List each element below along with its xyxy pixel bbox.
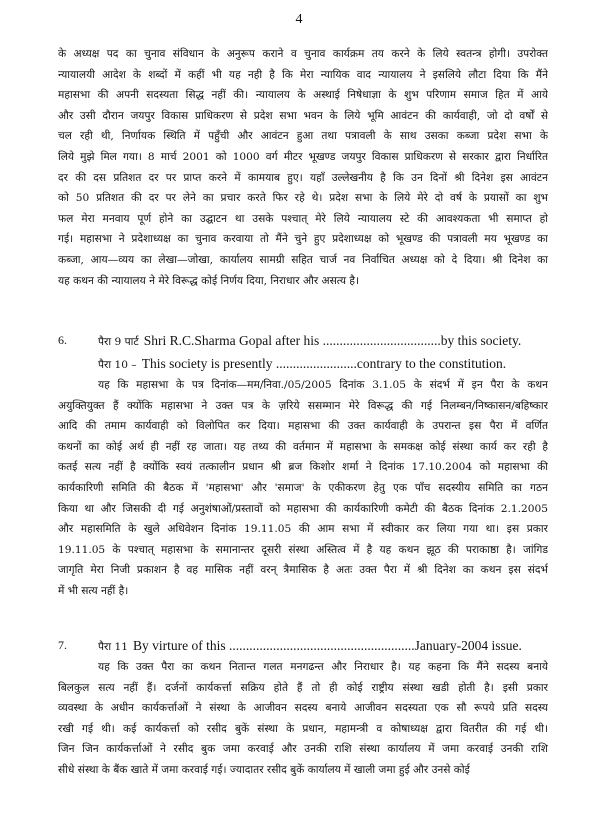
text-line: आदि की तमाम कार्यवाही को विलोपित कर दिया। महासभा की उक्त कार्यवाही के उपरान्त इस पैरा में वर्णित xyxy=(58,420,548,433)
text-line: कब्जा, आय—व्यय का लेखा—जोखा, कार्यालय सामग्री सहित चार्ज नव निर्वाचित अध्यक्ष को दे दिया। श्री दिनेश का xyxy=(58,253,548,266)
text-line: को 50 प्रतिशत की दर पर लेने का प्रचार करते फिर रहे थे। प्रदेश सभा के लिये मेरे दो वर्ष के प्रयासों का शुभ xyxy=(58,192,548,205)
item-7-heading-prefix: पैरा 11 xyxy=(98,641,128,653)
item-6-heading-1 xyxy=(98,329,521,351)
text-line: कार्यकारिणी समिति की बैठक में 'महासभा' और 'समाज' के एकीकरण हेतु एक पाँच सदस्यीय समिति का गठन xyxy=(58,481,548,494)
text-line: और महासमिति के खुले अधिवेशन दिनांक 19.11.05 की आम सभा में स्वीकार कर लिया गया था। इस प्रकार xyxy=(58,523,548,536)
text-line: न्यायालयी आदेश के शब्दों में कहीं भी यह नही है कि मेरा न्यायिक वाद न्यायालय ने इसलिये लौटा दिया कि मैंने xyxy=(58,68,548,81)
page-number: 4 xyxy=(295,12,303,27)
text-line: महासभा की अपनी सदस्यता सिद्ध नहीं की। न्यायालय के अस्थाई निषेधाज्ञा के शुभ परिणाम समाज हित में आये xyxy=(58,89,548,102)
text-line: जागृति मेरा निजी प्रकाशन है वह मासिक नहीं वरन् त्रैमासिक है अतः उक्त पैरा में श्री दिनेश का कथन इस संदर्भ xyxy=(58,564,548,577)
text-line: चल रही थी, निर्णायक स्थिति में पहुँची और आवंटन हुआ तथा पत्रावली के साथ उसका कब्जा प्रदेश सभा के xyxy=(58,130,548,143)
text-line: यह कथन की न्यायालय ने मेरे विरूद्ध कोई निर्णय दिया, निराधार और असत्य है। xyxy=(58,274,360,287)
text-line: फल मेरा मनवाय पूर्ण होने का उद्घाटन था उसके पश्चात् मेरे लिये न्यायालय स्टे की आवश्यकता भी समाप्त हो xyxy=(58,212,548,225)
item-7-heading xyxy=(98,634,522,656)
item-7-heading-text: By virture of this .......................................................January-2004 issue. xyxy=(133,638,522,653)
text-line: बिलकुल सत्य नहीं हैं। दर्जनों कार्यकर्त्ता सक्रिय होते हैं तो ही कोई राष्ट्रीय संस्था खडी होती है। इसी प्रकार xyxy=(58,681,548,694)
item-6-heading-1-prefix: पैरा 9 पार्ट xyxy=(98,336,139,348)
item-6-heading-2-prefix: पैरा 10 – xyxy=(98,359,137,371)
item-6-heading-1-text: Shri R.C.Sharma Gopal after his ...................................by this society. xyxy=(143,333,522,348)
item-6-number: 6. xyxy=(58,333,67,347)
text-line: यह कि उक्त पैरा का कथन नितान्त गलत मनगढन्त और निराधार है। यह कहना कि मैंने सदस्य बनाये xyxy=(98,661,548,673)
text-line: दर की दस प्रतिशत दर पर प्राप्त करने में कामयाब हुए। यहाँ उल्लेखनीय है कि उन दिनों श्री दिनेश इस आवंटन xyxy=(58,171,548,184)
text-line: के अध्यक्ष पद का चुनाव संविधान के अनुरूप कराने व चुनाव कार्यक्रम तय करने के लिये स्वतन्त्र होगी। उपरोक्त xyxy=(58,48,548,60)
text-line: रखी गई थी। कई कार्यकर्त्ता को रसीद बुकें संस्था के प्रधान, महामन्त्री व कोषाध्यक्ष द्वारा वितरीत की गई थी। xyxy=(58,722,548,735)
text-line: लिये मुझे मिल गया। 8 मार्च 2001 को 1000 वर्ग मीटर भूखण्ड जयपुर विकास प्राधिकरण से सरकार द्वारा निर्धारित xyxy=(58,150,548,163)
text-line: यह कि महासभा के पत्र दिनांक—मम/निवा./05/2005 दिनांक 3.1.05 के संदर्भ में इन पैरा के कथन xyxy=(98,379,548,391)
text-line: कतई सत्य नहीं है क्योंकि स्वयं तत्कालीन प्रधान श्री ब्रज किशोर शर्मा ने दिनांक 17.10.2004 को महासभा की xyxy=(58,461,548,474)
text-line: जिन जिन कार्यकर्त्ताओं ने रसीद बुक जमा करवाई और उनकी राशि संस्था कार्यालय में जमा करवाई उनकी राशि xyxy=(58,743,548,756)
paragraph-continued xyxy=(58,44,548,291)
item-6-body xyxy=(58,375,548,602)
item-7-body xyxy=(58,657,548,781)
text-line: में भी सत्य नहीं है। xyxy=(58,584,129,597)
item-7-number: 7. xyxy=(58,638,67,652)
item-6-heading-2 xyxy=(98,352,506,374)
text-line: सीधे संस्था के बैंक खाते में जमा करवाई गई। ज्यादातर रसीद बुकें कार्यालय में खाली जमा हुई और उनसे कोई xyxy=(58,763,470,776)
text-line: व्यवस्था के अधीन कार्यकर्त्ताओं ने संस्था के आजीवन सदस्य बनाये आजीवन सदस्यता एक सौ रूपये प्रति सदस्य xyxy=(58,702,548,715)
item-6-heading-2-text: This society is presently ........................contrary to the constitution. xyxy=(141,356,507,371)
text-line: 19.11.05 के पश्चात् महासभा के समानान्तर दूसरी संस्था अस्तित्व में है यह कथन झूठ की पराकाष्ठा है। जांगिड xyxy=(58,543,548,556)
text-line: गई। महासभा ने प्रदेशाध्यक्ष का चुनाव करवाया तो मैंने चुने हुए प्रदेशाध्यक्ष को भूखण्ड की पत्रावली मय भूखण्ड का xyxy=(58,233,548,246)
text-line: और उसी दौरान जयपुर विकास प्राधिकरण से प्रदेश सभा भवन के लिये भूमि आवंटन की कार्यवाही, जो दो वर्षों से xyxy=(58,109,548,122)
text-line: कथनों का कोई अर्थ ही नहीं रह जाता। यह तथ्य की वर्तमान में महासभा के समकक्ष कोई संस्था कार्य कर रही है xyxy=(58,440,548,453)
text-line: अयुक्तियुक्त हैं क्योंकि महासभा ने उक्त पत्र के ज़रिये ससम्मान मेरे विरूद्ध की गई निलम्बन/निष्कासन/बहिष्कार xyxy=(58,399,548,412)
text-line: किया था और जिसकी दी गई अनुशंषाओं/प्रस्तावों को महासभा की कार्यकारिणी कमेटी की बैठक दिनांक 2.1.2005 xyxy=(58,502,548,515)
